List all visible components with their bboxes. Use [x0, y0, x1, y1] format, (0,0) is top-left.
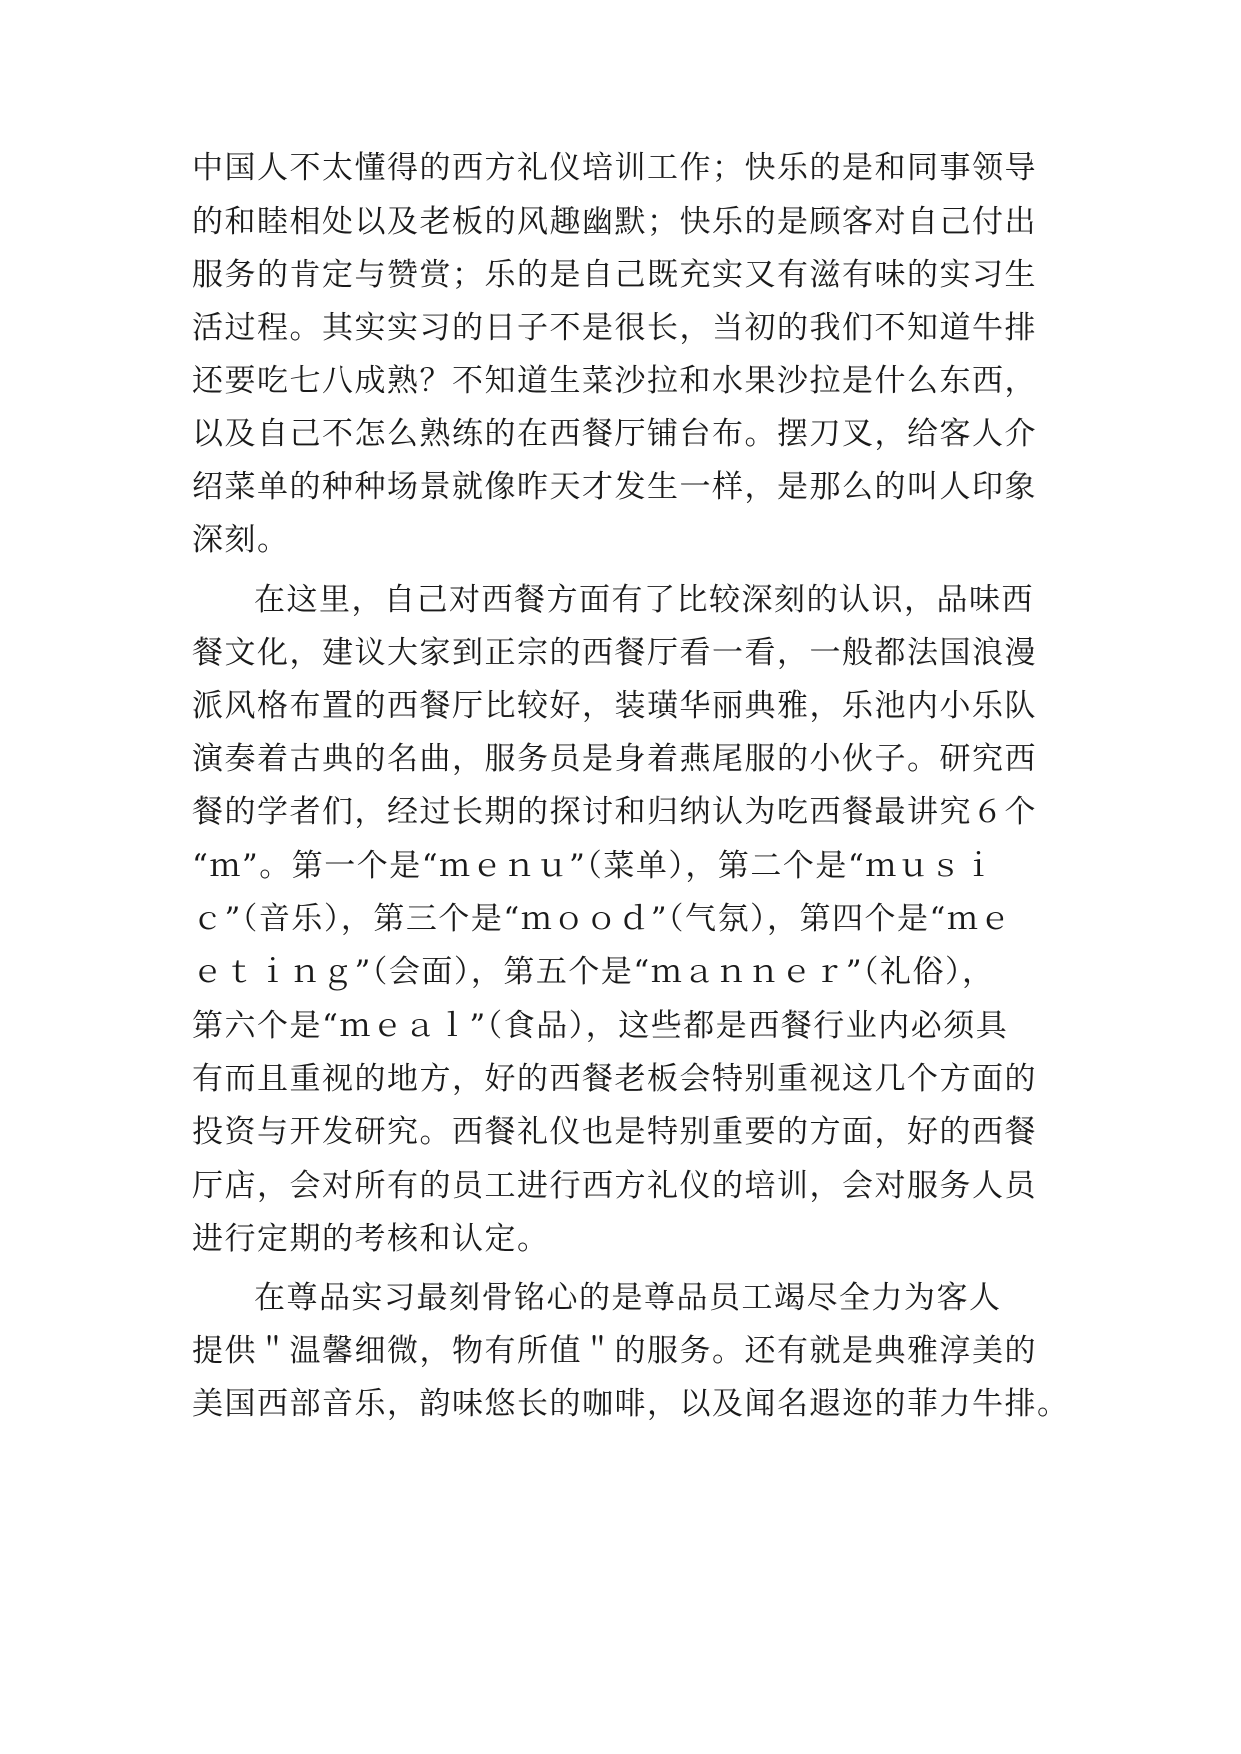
- text-line: 在这里，自己对西餐方面有了比较深刻的认识，品味西: [254, 582, 1034, 618]
- text-line: 在尊品实习最刻骨铭心的是尊品员工竭尽全力为客人: [254, 1280, 1002, 1316]
- text-line: 深刻。: [192, 522, 290, 558]
- text-line: 餐的学者们，经过长期的探讨和归纳认为吃西餐最讲究６个: [192, 794, 1037, 830]
- text-line: 的和睦相处以及老板的风趣幽默；快乐的是顾客对自己付出: [192, 204, 1037, 240]
- text-line: 还要吃七八成熟？不知道生菜沙拉和水果沙拉是什么东西，: [192, 363, 1037, 399]
- text-line: 提供＂温馨细微，物有所值＂的服务。还有就是典雅淳美的: [192, 1333, 1037, 1369]
- text-line: 中国人不太懂得的西方礼仪培训工作；快乐的是和同事领导: [192, 150, 1037, 186]
- text-line: ｃ”（音乐），第三个是“ｍｏｏｄ”（气氛），第四个是“ｍｅ: [192, 901, 1012, 937]
- text-line: 有而且重视的地方，好的西餐老板会特别重视这几个方面的: [192, 1061, 1037, 1097]
- text-line: 第六个是“ｍｅａｌ”（食品），这些都是西餐行业内必须具: [192, 1008, 1009, 1044]
- text-line: 投资与开发研究。西餐礼仪也是特别重要的方面，好的西餐: [192, 1114, 1037, 1150]
- text-line: 以及自己不怎么熟练的在西餐厅铺台布。摆刀叉，给客人介: [192, 416, 1037, 452]
- text-line: 演奏着古典的名曲，服务员是身着燕尾服的小伙子。研究西: [192, 741, 1037, 777]
- text-line: 绍菜单的种种场景就像昨天才发生一样，是那么的叫人印象: [192, 469, 1037, 505]
- text-line: 餐文化，建议大家到正宗的西餐厅看一看，一般都法国浪漫: [192, 635, 1037, 671]
- text-line: 服务的肯定与赞赏；乐的是自己既充实又有滋有味的实习生: [192, 257, 1037, 293]
- text-line: ｅｔｉｎｇ”（会面），第五个是“ｍａｎｎｅｒ”（礼俗），: [192, 954, 995, 990]
- text-line: 进行定期的考核和认定。: [192, 1221, 550, 1257]
- text-line: 厅店，会对所有的员工进行西方礼仪的培训，会对服务人员: [192, 1168, 1037, 1204]
- text-line: 活过程。其实实习的日子不是很长，当初的我们不知道牛排: [192, 310, 1037, 346]
- text-line: “ｍ”。第一个是“ｍｅｎｕ”（菜单），第二个是“ｍｕｓｉ: [192, 848, 996, 884]
- text-line: 派风格布置的西餐厅比较好，装璜华丽典雅，乐池内小乐队: [192, 688, 1037, 724]
- text-line: 美国西部音乐，韵味悠长的咖啡，以及闻名遐迩的菲力牛排。: [192, 1386, 1070, 1422]
